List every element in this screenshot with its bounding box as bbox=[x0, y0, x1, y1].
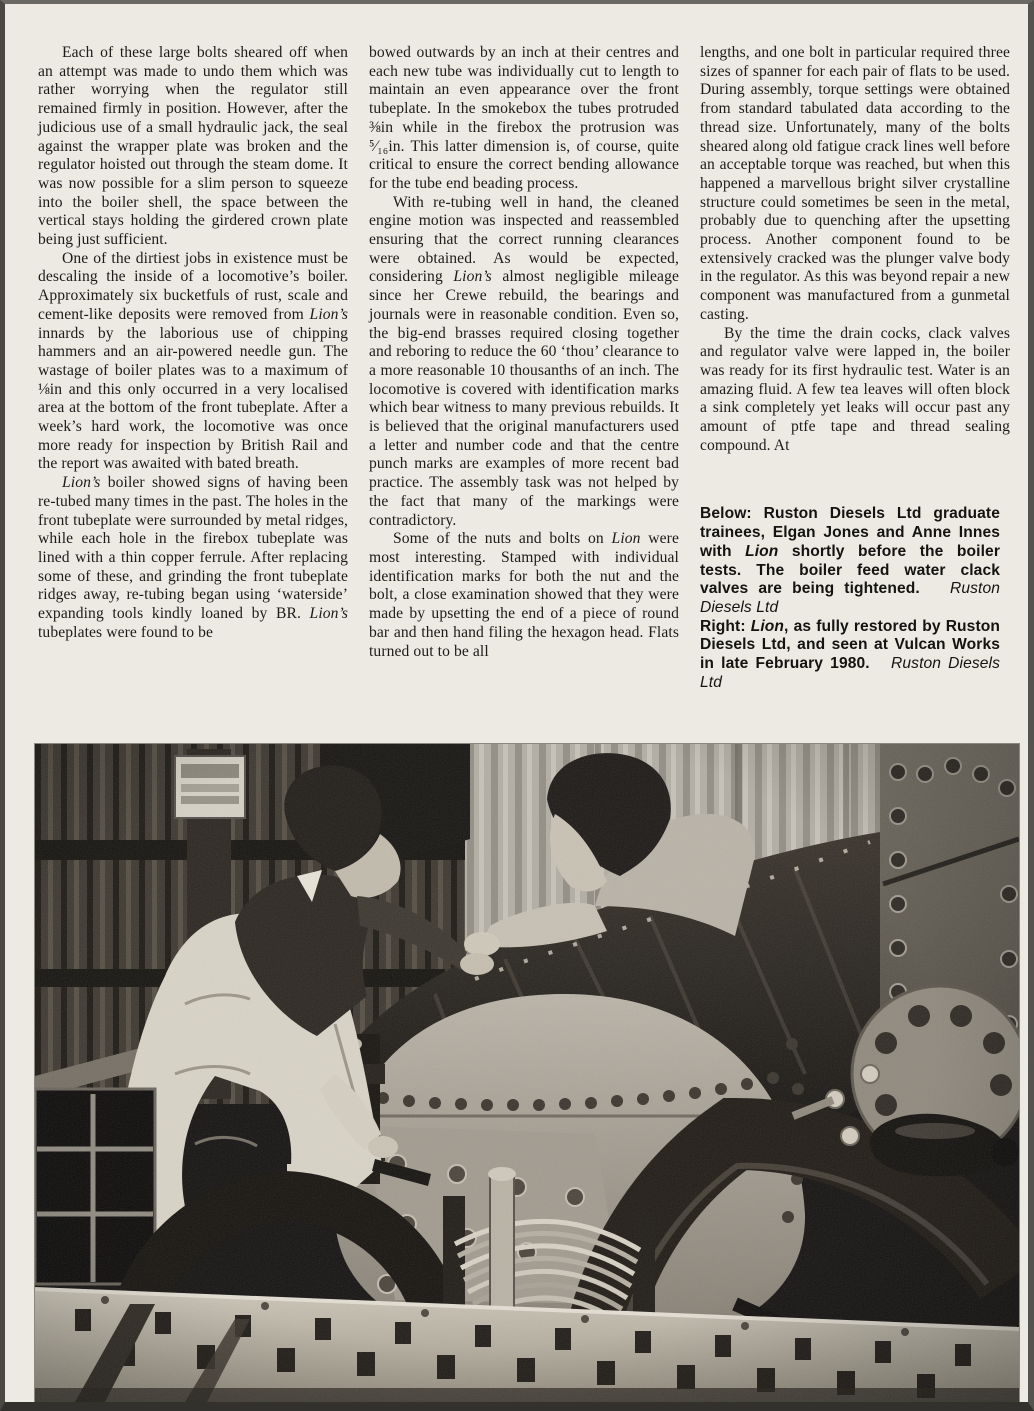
body-paragraph: One of the dirtiest jobs in existence must be descaling the inside of a locomotive’s boiler. Approximately six bucketfuls of rust, scale and cement-like deposits were removed from Lion’s innards by the laborious use of chipping hammers and an air-powered needle gun. The wastage of boiler plates was to a maximum of ⅛in and this only occurred in a very localised area at the bottom of the front tubeplate. After a week’s hard work, the locomotive was once more ready for inspection by British Rail and the report was awaited with bated breath. bbox=[38, 249, 348, 473]
body-paragraph: bowed outwards by an inch at their centres and each new tube was individually cut to length to maintain an even appearance over the front tubeplate. In the smokebox the tubes protruded ⅜in while in the firebox the protrusion was ⁵⁄₁₆in. This latter dimension is, of course, quite critical to ensure the correct bending allowance for the tube end beading process. bbox=[369, 44, 679, 192]
photo-caption-right: Right: Lion, as fully restored by Ruston Diesels Ltd, and seen at Vulcan Works in late February 1980. Ruston Diesels Ltd bbox=[700, 617, 1000, 691]
text-column-2 bbox=[369, 44, 679, 693]
locomotive-photo bbox=[35, 744, 1019, 1402]
body-paragraph: Lion’s boiler showed signs of having been re-tubed many times in the past. The holes in the front tubeplate were surrounded by metal ridges, while each hole in the firebox tubeplate was lined with a thin copper ferrule. After replacing some of these, and grinding the front tubeplate ridges away, re-tubing began using ‘waterside’ expanding tools kindly loaned by BR. Lion’s tubeplates were found to be bbox=[38, 474, 348, 641]
article-body bbox=[38, 44, 1010, 693]
locomotive-photo-art bbox=[35, 744, 1019, 1402]
body-paragraph: lengths, and one bolt in particular required three sizes of spanner for each pair of flats to be used. During assembly, torque settings were obtained from standard tabulated data according to the thread size. Unfortunately, many of the bolts sheared along old fatigue crack lines well before an acceptable torque was reached, but when this happened a marvellous bright silver crystalline structure could sometimes be seen in the metal, probably due to quenching after the upsetting process. Another component found to be extensively cracked was the plunger valve body in the regulator. As this was beyond repair a new component was manufactured from a gunmetal casting. bbox=[700, 44, 1010, 323]
body-paragraph: With re-tubing well in hand, the cleaned engine motion was inspected and reassembled ensuring that the correct running clearances were obtained. As would be expected, considering Lion’s almost negligible mileage since her Crewe rebuild, the bearings and journals were in reasonable condition. Even so, the big-end brasses required closing together and reboring to reduce the 60 ‘thou’ clearance to a more reasonable 10 thousanths of an inch. The locomotive is covered with identification marks which bear witness to many previous rebuilds. It is believed that the original manufacturers used a letter and number code and that the centre punch marks are examples of more recent bad practice. The assembly task was not helped by the fact that many of the markings were contradictory. bbox=[369, 193, 679, 529]
photo-caption-below: Below: Ruston Diesels Ltd graduate trainees, Elgan Jones and Anne Innes with Lion shortly before the boiler tests. The boiler feed water clack valves are being tightened. Ruston Diesels Ltd bbox=[700, 505, 1001, 616]
body-paragraph: Some of the nuts and bolts on Lion were most interesting. Stamped with individual identification marks for both the nut and the bolt, a close examination showed that they were made by upsetting the end of a piece of round bar and then hand filing the hexagon head. Flats turned out to be all bbox=[369, 530, 679, 660]
text-column-3 bbox=[700, 44, 1010, 693]
body-paragraph: By the time the drain cocks, clack valves and regulator valve were lapped in, the boiler was ready for its first hydraulic test. Water is an amazing fluid. A few tea leaves will often block a sink completely yet leaks will occur past any amount of ptfe tape and thread sealing compound. At bbox=[700, 324, 1010, 454]
body-paragraph: Each of these large bolts sheared off when an attempt was made to undo them which was rather worrying when the regulator still remained firmly in position. However, after the judicious use of a small hydraulic jack, the seal against the wrapper plate was broken and the regulator hoisted out through the steam dome. It was now possible for a slim person to squeeze into the boiler shell, the space between the vertical stays holding the girdered crown plate being just sufficient. bbox=[38, 44, 348, 249]
text-column-1 bbox=[38, 44, 348, 693]
caption-block bbox=[700, 505, 1000, 692]
